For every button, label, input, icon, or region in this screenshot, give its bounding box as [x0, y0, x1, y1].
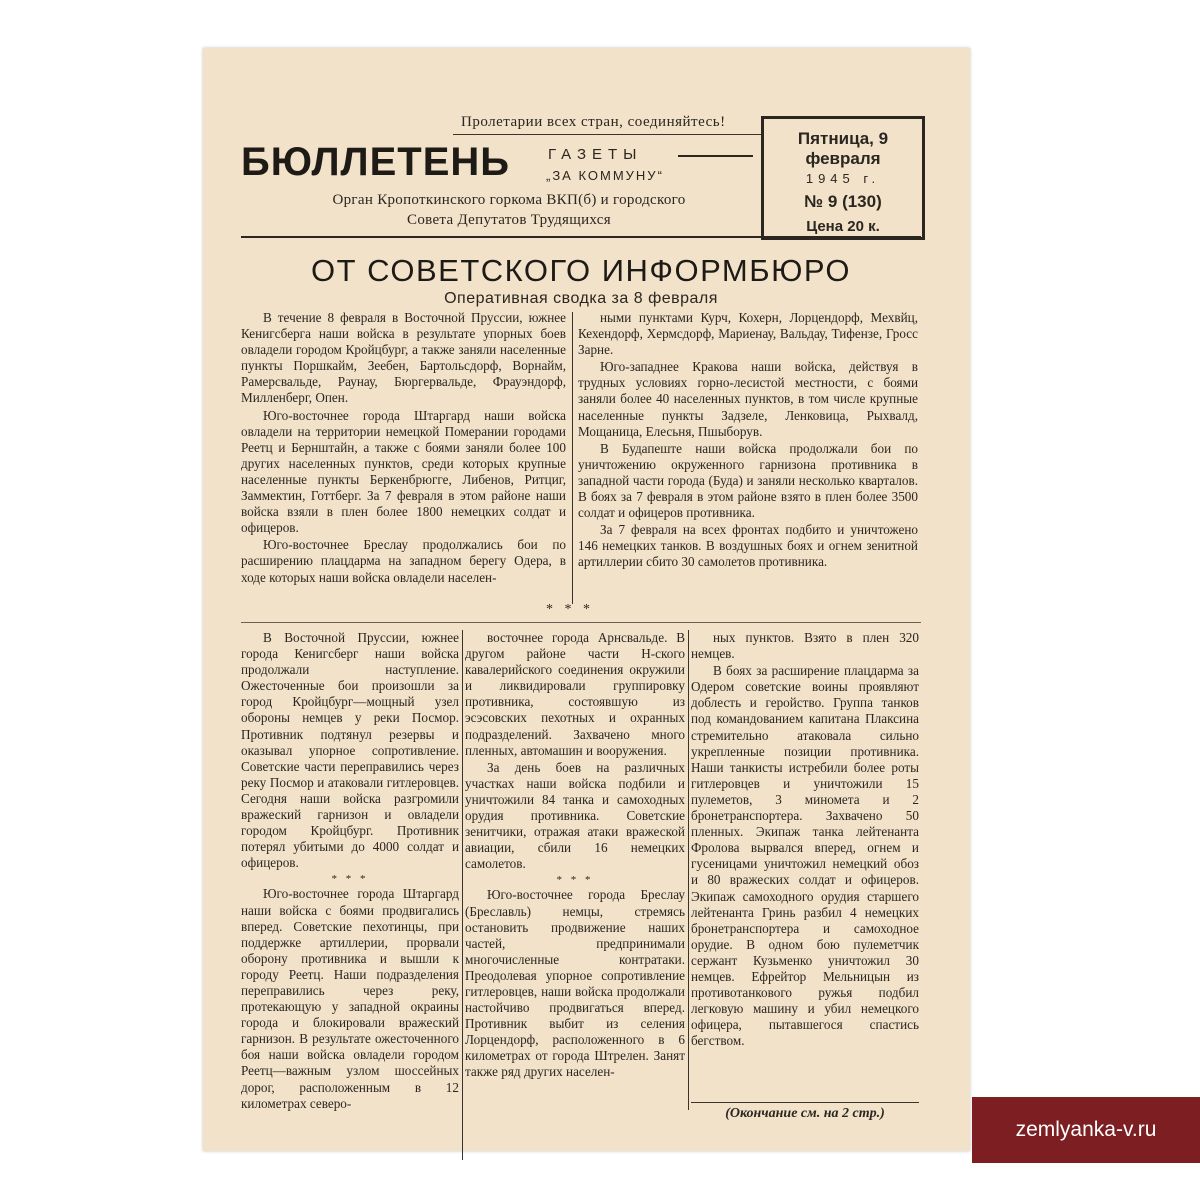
masthead-rule	[241, 236, 921, 238]
site-watermark: zemlyanka-v.ru	[972, 1097, 1200, 1163]
paragraph: В Восточной Пруссии, южнее города Кенигсберг наши войска продолжали наступление. Ожесточенные бои произошли за город Кройцбург—мощный узел обороны немцев у реки Посмор. Противник подтянул резервы и оказывал упорное сопротивление. Советские части переправились через реку Посмор и атаковали гитлеровцев. Сегодня наши войска разгромили вражеский гарнизон и овладели городом Кройцбург. Противник потерял убитыми до 4000 солдат и офицеров.	[241, 630, 459, 871]
paragraph: Юго-восточнее города Штаргард наши войска овладели на территории немецкой Померании городами Реетц и Бернштайн, а также с боями заняли более 100 других населенных пунктов, среди которых крупные населенные пункты Беркенбрюгге, Либенов, Ритциг, Заммектин, Готтберг. За 7 февраля в этом районе наши войска взяли в плен более 1800 немецких солдат и офицеров.	[241, 407, 566, 536]
asterism: * * *	[556, 874, 594, 887]
issue-date: Пятница, 9 февраля	[797, 129, 889, 168]
paragraph: Юго-западнее Кракова наши войска, действуя в трудных условиях горно-лесистой местности, с боями заняли более 40 населенных пунктов, в том числе крупные населенные пункты Задзеле, Ленковица, Рыхвалд, Мощаница, Елесьня, Пшыборув.	[578, 359, 918, 439]
issue-price: Цена 20 к.	[806, 218, 880, 235]
paragraph: ных пунктов. Взято в плен 320 немцев.	[691, 630, 919, 662]
ending-rule	[691, 1102, 919, 1103]
organ-statement	[299, 190, 719, 230]
paragraph: ными пунктами Курч, Кохерн, Лорцендорф, Мехвйц, Кехендорф, Хермсдорф, Мариенау, Вальдау, Тифензе, Гросс Зарне.	[578, 310, 918, 358]
article-column-3	[241, 630, 459, 1112]
headline: ОТ СОВЕТСКОГО ИНФОРМБЮРО	[310, 253, 852, 288]
issue-date-box	[761, 116, 925, 240]
subtitle-rule	[678, 155, 753, 157]
paragraph: В боях за расширение плацдарма за Одером советские воины проявляют доблесть и геройство. Группа танков под командованием капитана Плаксина стремительно атаковала сильно укрепленные позиции противника. Наши танкисты истребили более роты гитлеровцев и уничтожили 15 пулеметов, 3 миномета и 2 бронетранспортера. Захвачено 50 пленных. Экипаж танка лейтенанта Фролова вырвался вперед, огнем и гусеницами уничтожил немецкий обоз и 80 вражеских солдат и офицеров. Экипаж самоходного орудия старшего лейтенанта Гринь разбил 4 немецких бронетранспортера и самоходное орудие. В одном бою пулеметчик сержант Кузьменко уничтожил 30 немцев. Ефрейтор Мельницын из противотанкового ружья подбил легковую машину и убил немецкого офицера, пытавшегося спастись бегством.	[691, 663, 919, 1049]
paragraph: Юго-восточнее Бреслау продолжались бои по расширению плацдарма на западном берегу Одера, в ходе которых наши войска овладели населен-	[241, 537, 566, 585]
newspaper-subtitle-2: „ЗА КОММУНУ“	[546, 168, 664, 183]
article-column-1	[241, 310, 566, 586]
issue-number: № 9 (130)	[804, 192, 882, 211]
paragraph: В Будапеште наши войска продолжали бои по уничтожению окруженного гарнизона противника в западной части города (Буда) и заняли несколько кварталов. В боях за 7 февраля в этом районе взято в плен более 3500 солдат и офицеров противника.	[578, 440, 918, 521]
article-column-5	[691, 630, 919, 1049]
organ-line-2: Совета Депутатов Трудящихся	[407, 212, 611, 228]
newspaper-title: БЮЛЛЕТЕНЬ	[241, 140, 511, 184]
newspaper-subtitle-1: ГАЗЕТЫ	[548, 146, 643, 163]
asterism: * * *	[331, 873, 369, 886]
motto-rule	[453, 134, 763, 135]
paragraph: Юго-восточнее города Штаргард наши войска с боями продвигались вперед. Советские пехотинцы, при поддержке артиллерии, прорвали оборону противника и вышли к городу Реетц. Наши подразделения переправились через реку, протекающую у западной окраины города и блокировали вражеский гарнизон. В результате ожесточенного боя наши войска овладели городом Реетц—важным узлом шоссейных дорог, расположенным в 12 километрах северо-	[241, 886, 459, 1111]
continuation-note: (Окончание см. на 2 стр.)	[725, 1106, 885, 1121]
organ-line-1: Орган Кропоткинского горкома ВКП(б) и городского	[332, 192, 686, 208]
issue-year: 1945 г.	[805, 171, 881, 186]
newspaper-page	[203, 48, 970, 1151]
section-separator: * * *	[546, 602, 594, 617]
paragraph: восточнее города Арнсвальде. В другом районе части Н-ского кавалерийского соединения окружили и ликвидировали группировку противника, состоявшую из эсэсовских пехотных и охранных подразделений. Захвачено много пленных, автомашин и вооружения.	[465, 630, 685, 758]
paragraph: За 7 февраля на всех фронтах подбито и уничтожено 146 немецких танков. В воздушных боях и огнем зенитной артиллерии сбито 30 самолетов противника.	[578, 522, 918, 570]
paragraph: В течение 8 февраля в Восточной Пруссии, южнее Кенигсберга наши войска в результате упорных боев овладели городом Кройцбург, а также заняли населенные пункты Поршкайм, Зеебен, Бартольсдорф, Ворнайм, Рамерсвальде, Раунау, Бюргервальде, Фрауэндорф, Милленберг, Опен.	[241, 310, 566, 406]
motto: Пролетарии всех стран, соединяйтесь!	[461, 114, 726, 130]
article-column-2	[578, 310, 918, 571]
subheadline: Оперативная сводка за 8 февраля	[444, 290, 718, 307]
column-divider	[688, 630, 689, 1110]
paragraph: Юго-восточнее города Бреслау (Бреславль) немцы, стремясь остановить продвижение наших частей, предпринимали многочисленные контратаки. Преодолевая упорное сопротивление гитлеровцев, наши войска продолжали настойчиво продвигаться вперед. Противник выбит из селения Лорцендорф, расположенного в 6 километрах от города Штрелен. Занят также ряд других населен-	[465, 887, 685, 1080]
column-divider	[572, 312, 573, 604]
column-divider	[462, 630, 463, 1160]
paragraph: За день боев на различных участках наши войска подбили и уничтожили 84 танка и самоходных орудия противника. Советские зенитчики, отражая атаки вражеской авиации, сбили 16 немецких самолетов.	[465, 759, 685, 872]
article-column-4	[465, 630, 685, 1081]
section-rule	[241, 622, 921, 623]
